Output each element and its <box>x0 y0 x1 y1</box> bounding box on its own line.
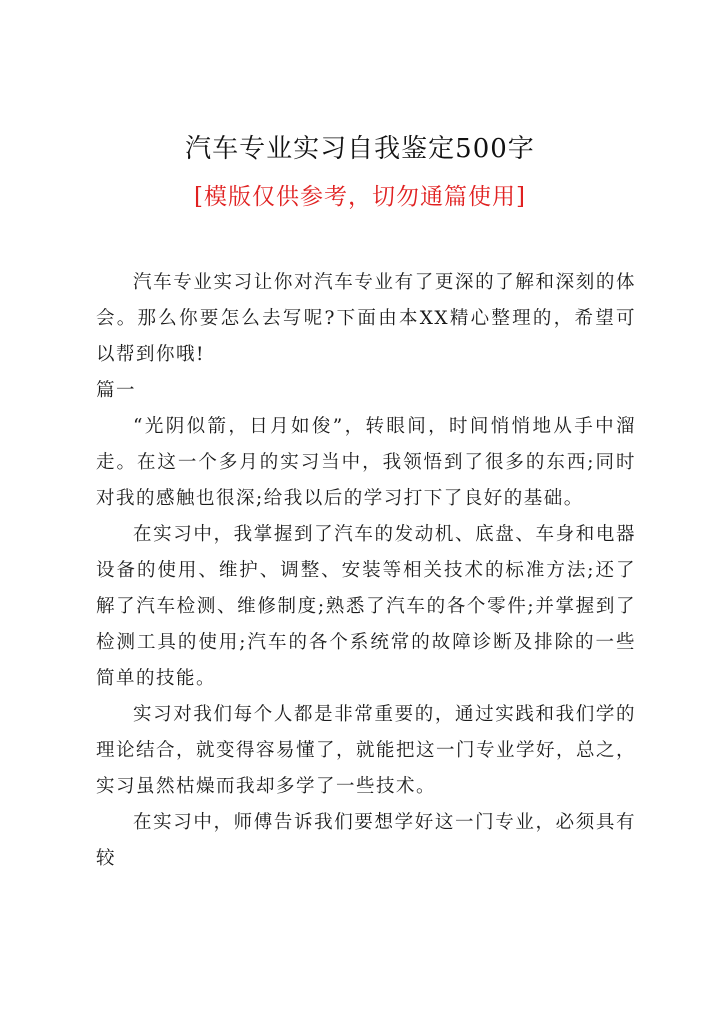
body-paragraph: 实习对我们每个人都是非常重要的，通过实践和我们学的理论结合，就变得容易懂了，就能把这一门专业学好，总之，实习虽然枯燥而我却多学了一些技术。 <box>96 704 637 797</box>
body-paragraph: “光阴似箭，日月如俊”，转眼间，时间悄悄地从手中溜走。在这一个多月的实习当中，我领悟到了很多的东西;同时对我的感触也很深;给我以后的学习打下了良好的基础。 <box>96 416 636 509</box>
intro-paragraph: 汽车专业实习让你对汽车专业有了更深的了解和深刻的体会。那么你要怎么去写呢?下面由本XX精心整理的，希望可以帮到你哦! <box>96 272 636 365</box>
body-paragraph: 在实习中，师傅告诉我们要想学好这一门专业，必须具有较 <box>96 812 636 869</box>
document-body <box>96 265 636 877</box>
section-heading: 篇一 <box>96 380 137 401</box>
body-paragraph: 在实习中，我掌握到了汽车的发动机、底盘、车身和电器设备的使用、维护、调整、安装等相关技术的标准方法;还了解了汽车检测、维修制度;熟悉了汽车的各个零件;并掌握到了检测工具的使用;汽车的各个系统常的故障诊断及排除的一些简单的技能。 <box>96 524 636 689</box>
document-title: 汽车专业实习自我鉴定500字 <box>185 134 535 164</box>
template-disclaimer: [模版仅供参考，切勿通篇使用] <box>194 184 526 210</box>
